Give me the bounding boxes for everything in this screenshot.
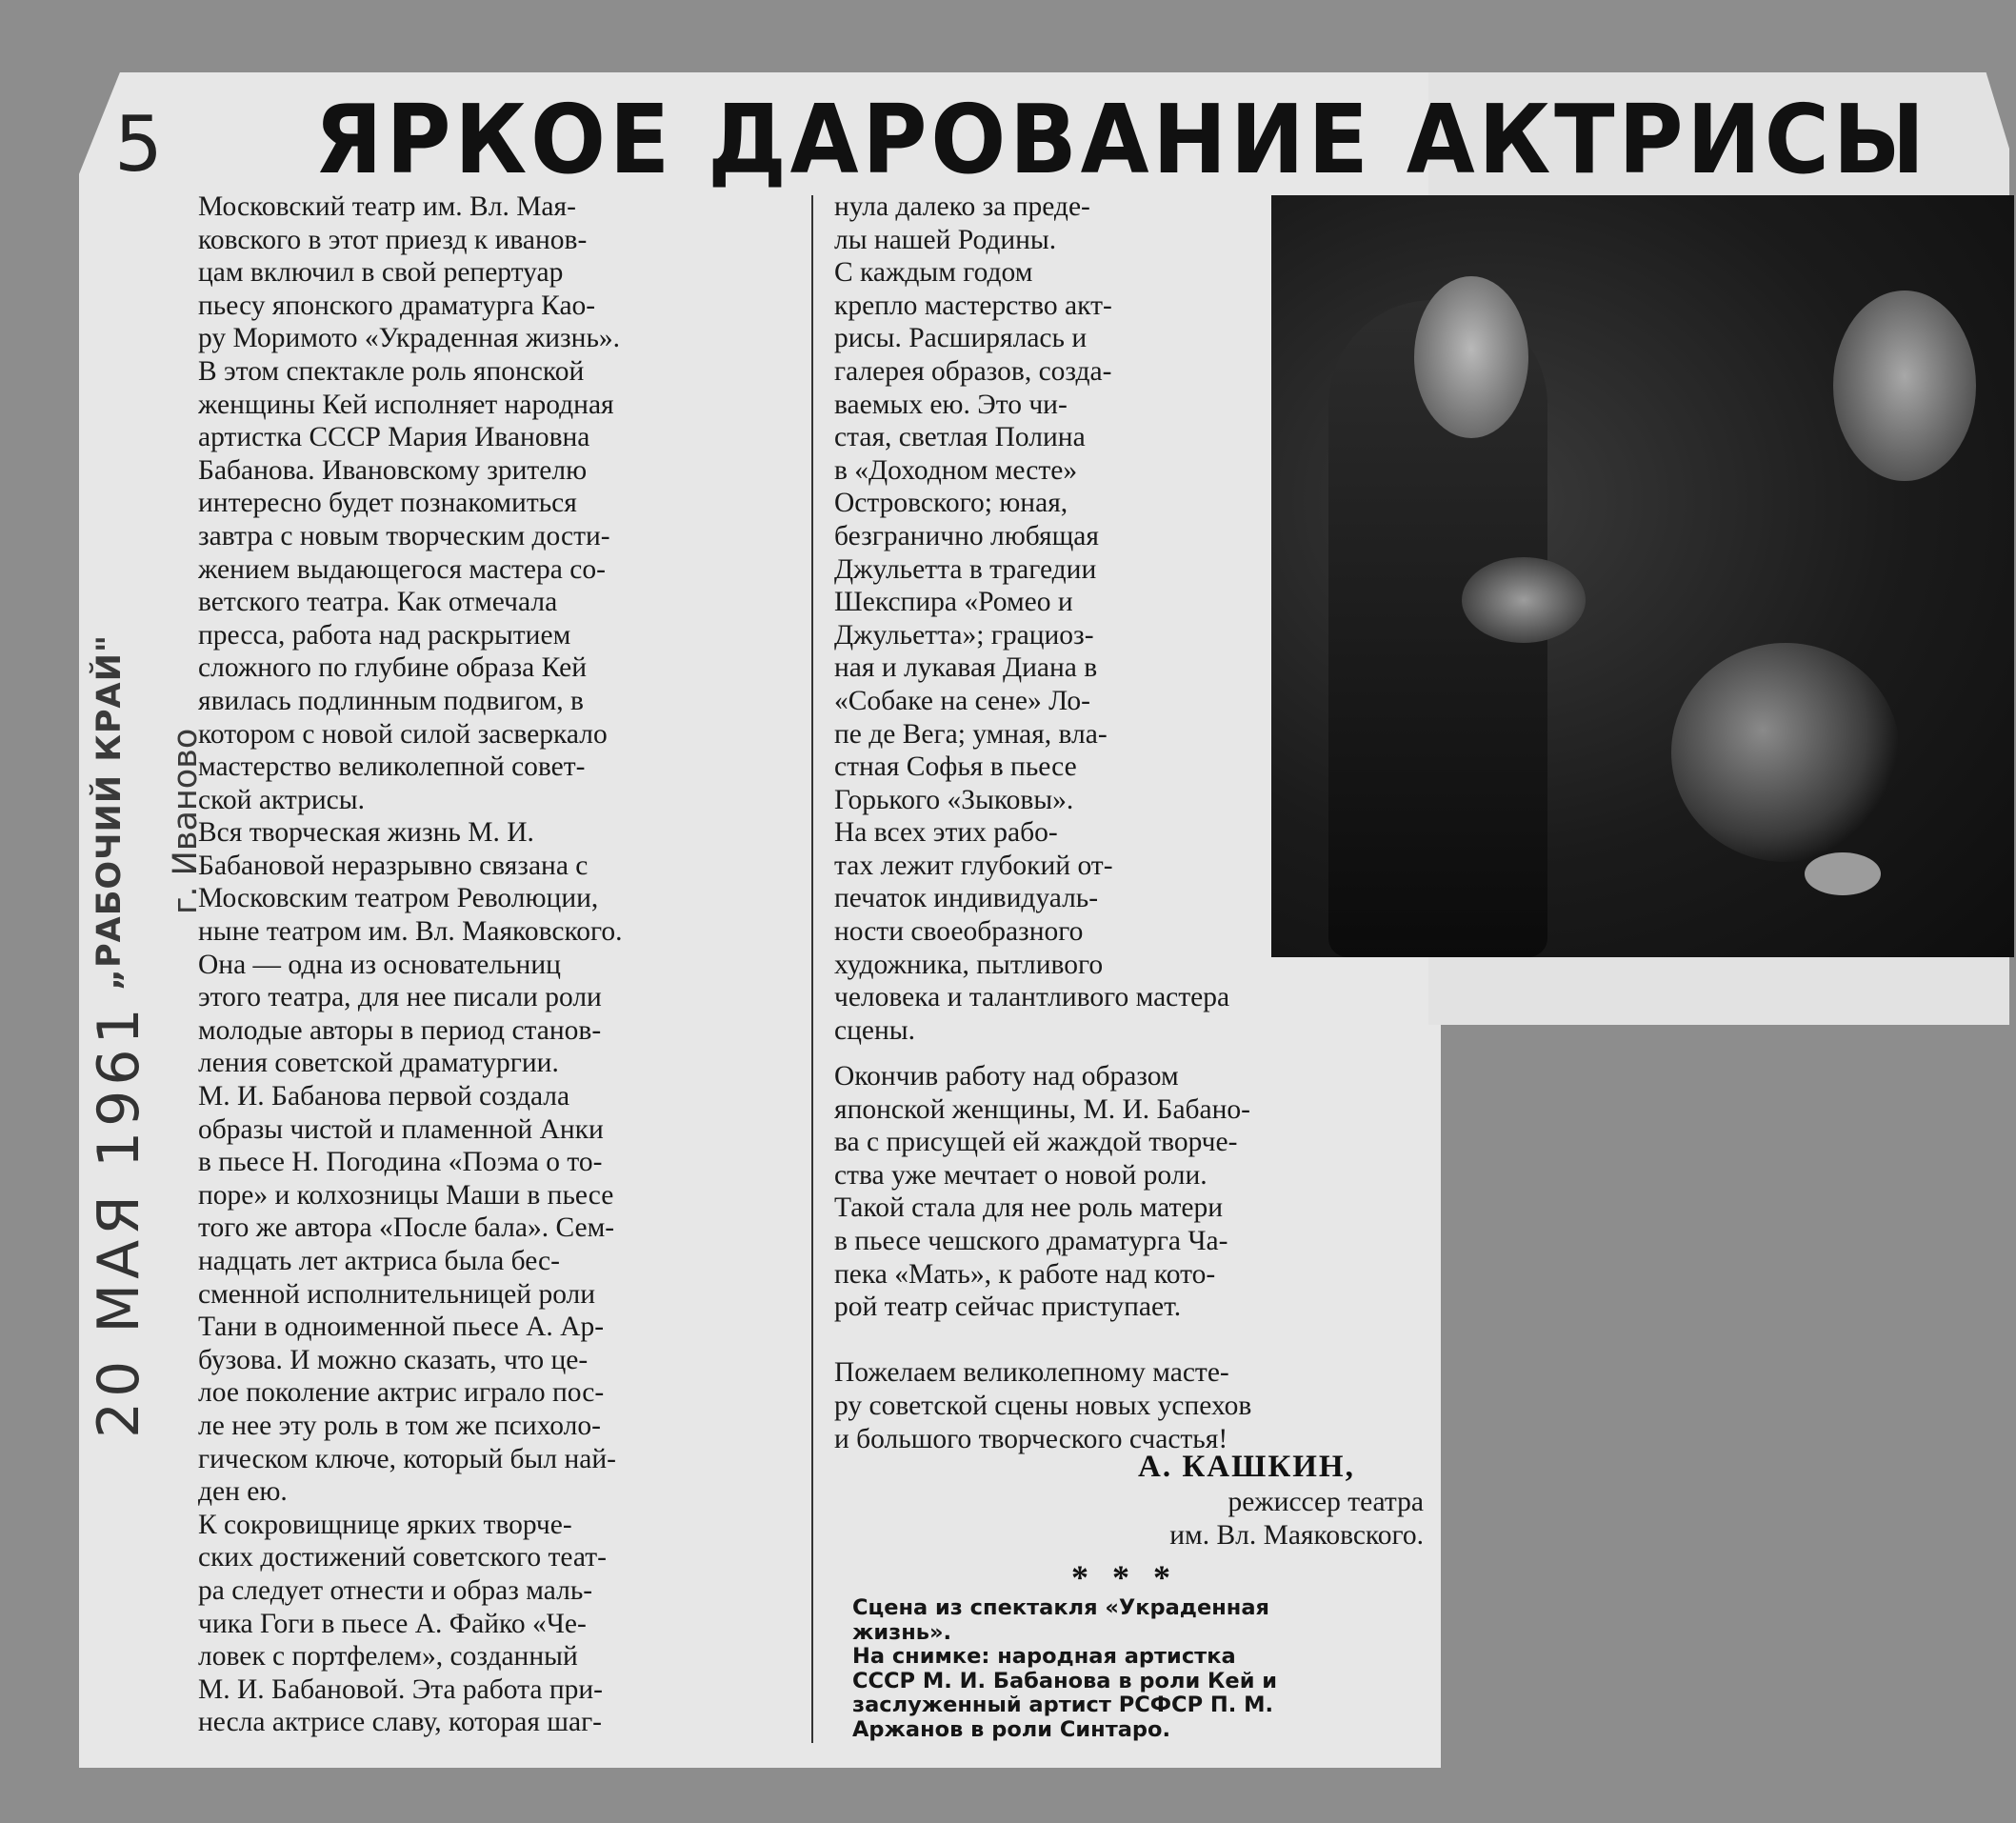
text-line: сцены. <box>834 1014 915 1046</box>
text-line: женщины Кей исполняет народная <box>198 389 614 420</box>
separator-stars: * * * <box>1071 1558 1178 1596</box>
text-line: явилась подлинным подвигом, в <box>198 685 584 716</box>
text-line: М. И. Бабановой. Эта работа при- <box>198 1673 603 1705</box>
text-line: в «Доходном месте» <box>834 454 1078 486</box>
caption-line: На снимке: народная артистка <box>852 1644 1236 1669</box>
text-line: этого театра, для нее писали роли <box>198 982 602 1013</box>
text-line: мастерство великолепной совет- <box>198 751 586 783</box>
text-line: бузова. И можно сказать, что це- <box>198 1344 589 1375</box>
text-line: Шекспира «Ромео и <box>834 587 1073 618</box>
text-line: ления советской драматургии. <box>198 1048 559 1079</box>
text-line: печаток индивидуаль- <box>834 883 1099 914</box>
text-line: Московский театр им. Вл. Мая- <box>198 191 576 222</box>
stamp-city: г. Иваново <box>167 728 205 914</box>
text-line: рой театр сейчас приступает. <box>834 1292 1182 1323</box>
text-line: ковского в этот приезд к иванов- <box>198 224 588 255</box>
text-line: надцать лет актриса была бес- <box>198 1246 560 1276</box>
text-line: Бабановой неразрывно связана с <box>198 850 589 881</box>
text-line: сложного по глубине образа Кей <box>198 652 588 684</box>
text-line: В этом спектакле роль японской <box>198 355 585 387</box>
text-line: интересно будет познакомиться <box>198 488 577 519</box>
text-line: поре» и колхозницы Маши в пьесе <box>198 1179 614 1211</box>
text-line: Она — одна из основательниц <box>198 949 561 980</box>
article-column-2-continued <box>834 1060 1425 1455</box>
text-line: ности своеобразного <box>834 916 1084 948</box>
text-line: жением выдающегося мастера со- <box>198 553 606 585</box>
text-line: безгранично любящая <box>834 520 1099 551</box>
text-line: С каждым годом <box>834 257 1033 289</box>
text-line: ру Моримото «Украденная жизнь». <box>198 323 621 354</box>
text-line: Джульетта»; грациоз- <box>834 619 1094 651</box>
text-line: лы нашей Родины. <box>834 224 1057 255</box>
author-name: А. КАШКИН, <box>1138 1450 1355 1484</box>
text-line: того же автора «После бала». Сем- <box>198 1212 615 1244</box>
text-line: На всех этих рабо- <box>834 817 1058 849</box>
tea-cup <box>1805 852 1881 895</box>
text-line: Тани в одноименной пьесе А. Ар- <box>198 1312 605 1343</box>
text-line: Островского; юная, <box>834 488 1068 519</box>
text-line: нула далеко за преде- <box>834 191 1090 222</box>
stage-photo <box>1271 195 2014 957</box>
text-line: в пьесе чешского драматурга Ча- <box>834 1225 1228 1256</box>
caption-line: Аржанов в роли Синтаро. <box>852 1716 1171 1742</box>
text-line: ра следует отнести и образ маль- <box>198 1574 593 1606</box>
text-line: Бабанова. Ивановскому зрителю <box>198 454 588 486</box>
text-line: сменной исполнительницей роли <box>198 1278 596 1310</box>
column-divider <box>811 195 813 1743</box>
text-line: Вся творческая жизнь М. И. <box>198 817 534 849</box>
text-line: М. И. Бабанова первой создала <box>198 1081 570 1112</box>
text-line: ныне театром им. Вл. Маяковского. <box>198 916 623 948</box>
flowers <box>1671 643 1900 862</box>
stamp-date: 20 МАЯ 1961 <box>86 1003 152 1438</box>
text-line: чика Гоги в пьесе А. Файко «Че- <box>198 1608 587 1639</box>
text-line: ских достижений советского теат- <box>198 1542 607 1573</box>
text-line: ная и лукавая Диана в <box>834 652 1098 684</box>
text-line: ловек с портфелем», созданный <box>198 1641 578 1673</box>
text-line: Горького «Зыковы». <box>834 784 1074 815</box>
text-line: рисы. Расширялась и <box>834 323 1088 354</box>
text-line: ваемых ею. Это чи- <box>834 389 1068 420</box>
caption-line: жизнь». <box>852 1619 952 1645</box>
text-line: крепло мастерство акт- <box>834 290 1112 321</box>
text-line: «Собаке на сене» Ло- <box>834 685 1091 716</box>
text-line: Такой стала для нее роль матери <box>834 1192 1224 1224</box>
actress-hands <box>1462 557 1586 643</box>
text-line: ства уже мечтает о новой роли. <box>834 1159 1208 1191</box>
text-line: ветского театра. Как отмечала <box>198 587 558 618</box>
text-line: в пьесе Н. Погодина «Поэма о то- <box>198 1147 603 1178</box>
text-line: Пожелаем великолепному масте- <box>834 1357 1229 1389</box>
text-line: человека и талантливого мастера <box>834 982 1230 1013</box>
author-role: режиссер театра <box>1228 1487 1424 1517</box>
page-number: 5 <box>114 100 163 189</box>
text-line <box>834 1324 1425 1357</box>
text-line: котором с новой силой засверкало <box>198 718 608 750</box>
text-line: стная Софья в пьесе <box>834 751 1077 783</box>
text-line: Окончив работу над образом <box>834 1061 1179 1092</box>
text-line: галерея образов, созда- <box>834 355 1112 387</box>
text-line: гическом ключе, который был най- <box>198 1443 616 1474</box>
text-line: стая, светлая Полина <box>834 422 1086 453</box>
text-line: ден ею. <box>198 1476 288 1508</box>
text-line: Джульетта в трагедии <box>834 553 1097 585</box>
text-line: японской женщины, М. И. Бабано- <box>834 1093 1250 1125</box>
caption-line: заслуженный артист РСФСР П. М. <box>852 1693 1274 1717</box>
text-line: К сокровищнице ярких творче- <box>198 1509 572 1540</box>
text-line: ле нее эту роль в том же психоло- <box>198 1410 601 1441</box>
text-line: и большого творческого счастья! <box>834 1423 1228 1454</box>
text-line: молодые авторы в период станов- <box>198 1014 602 1046</box>
stamp-newspaper: „РАБОЧИЙ КРАЙ" <box>90 633 129 991</box>
photo-caption <box>852 1596 1433 1742</box>
actor-face <box>1833 290 1976 481</box>
text-line: артистка СССР Мария Ивановна <box>198 422 590 453</box>
text-line: ской актрисы. <box>198 784 365 815</box>
article-column-2 <box>834 190 1234 1047</box>
text-line: Московским театром Революции, <box>198 883 599 914</box>
caption-line: Сцена из спектакля «Украденная <box>852 1595 1269 1620</box>
actress-face <box>1414 276 1528 438</box>
text-line: пресса, работа над раскрытием <box>198 619 571 651</box>
article-headline: ЯРКОЕ ДАРОВАНИЕ АКТРИСЫ <box>314 84 1928 195</box>
text-line: пека «Мать», к работе над кото- <box>834 1258 1216 1290</box>
text-line: пьесу японского драматурга Као- <box>198 290 596 321</box>
text-line: художника, пытливого <box>834 949 1104 980</box>
author-theatre: им. Вл. Маяковского. <box>1169 1520 1424 1551</box>
text-line: цам включил в свой репертуар <box>198 257 564 289</box>
text-line: лое поколение актрис играло пос- <box>198 1377 605 1409</box>
article-column-1 <box>198 190 793 1739</box>
text-line: образы чистой и пламенной Анки <box>198 1113 604 1145</box>
caption-line: СССР М. И. Бабанова в роли Кей и <box>852 1668 1278 1693</box>
text-line: тах лежит глубокий от- <box>834 850 1113 881</box>
text-line: ру советской сцены новых успехов <box>834 1390 1252 1421</box>
text-line: завтра с новым творческим дости- <box>198 520 610 551</box>
text-line: пе де Вега; умная, вла- <box>834 718 1108 750</box>
text-line: ва с присущей ей жаждой творче- <box>834 1127 1238 1158</box>
text-line: несла актрисе славу, которая шаг- <box>198 1707 602 1738</box>
